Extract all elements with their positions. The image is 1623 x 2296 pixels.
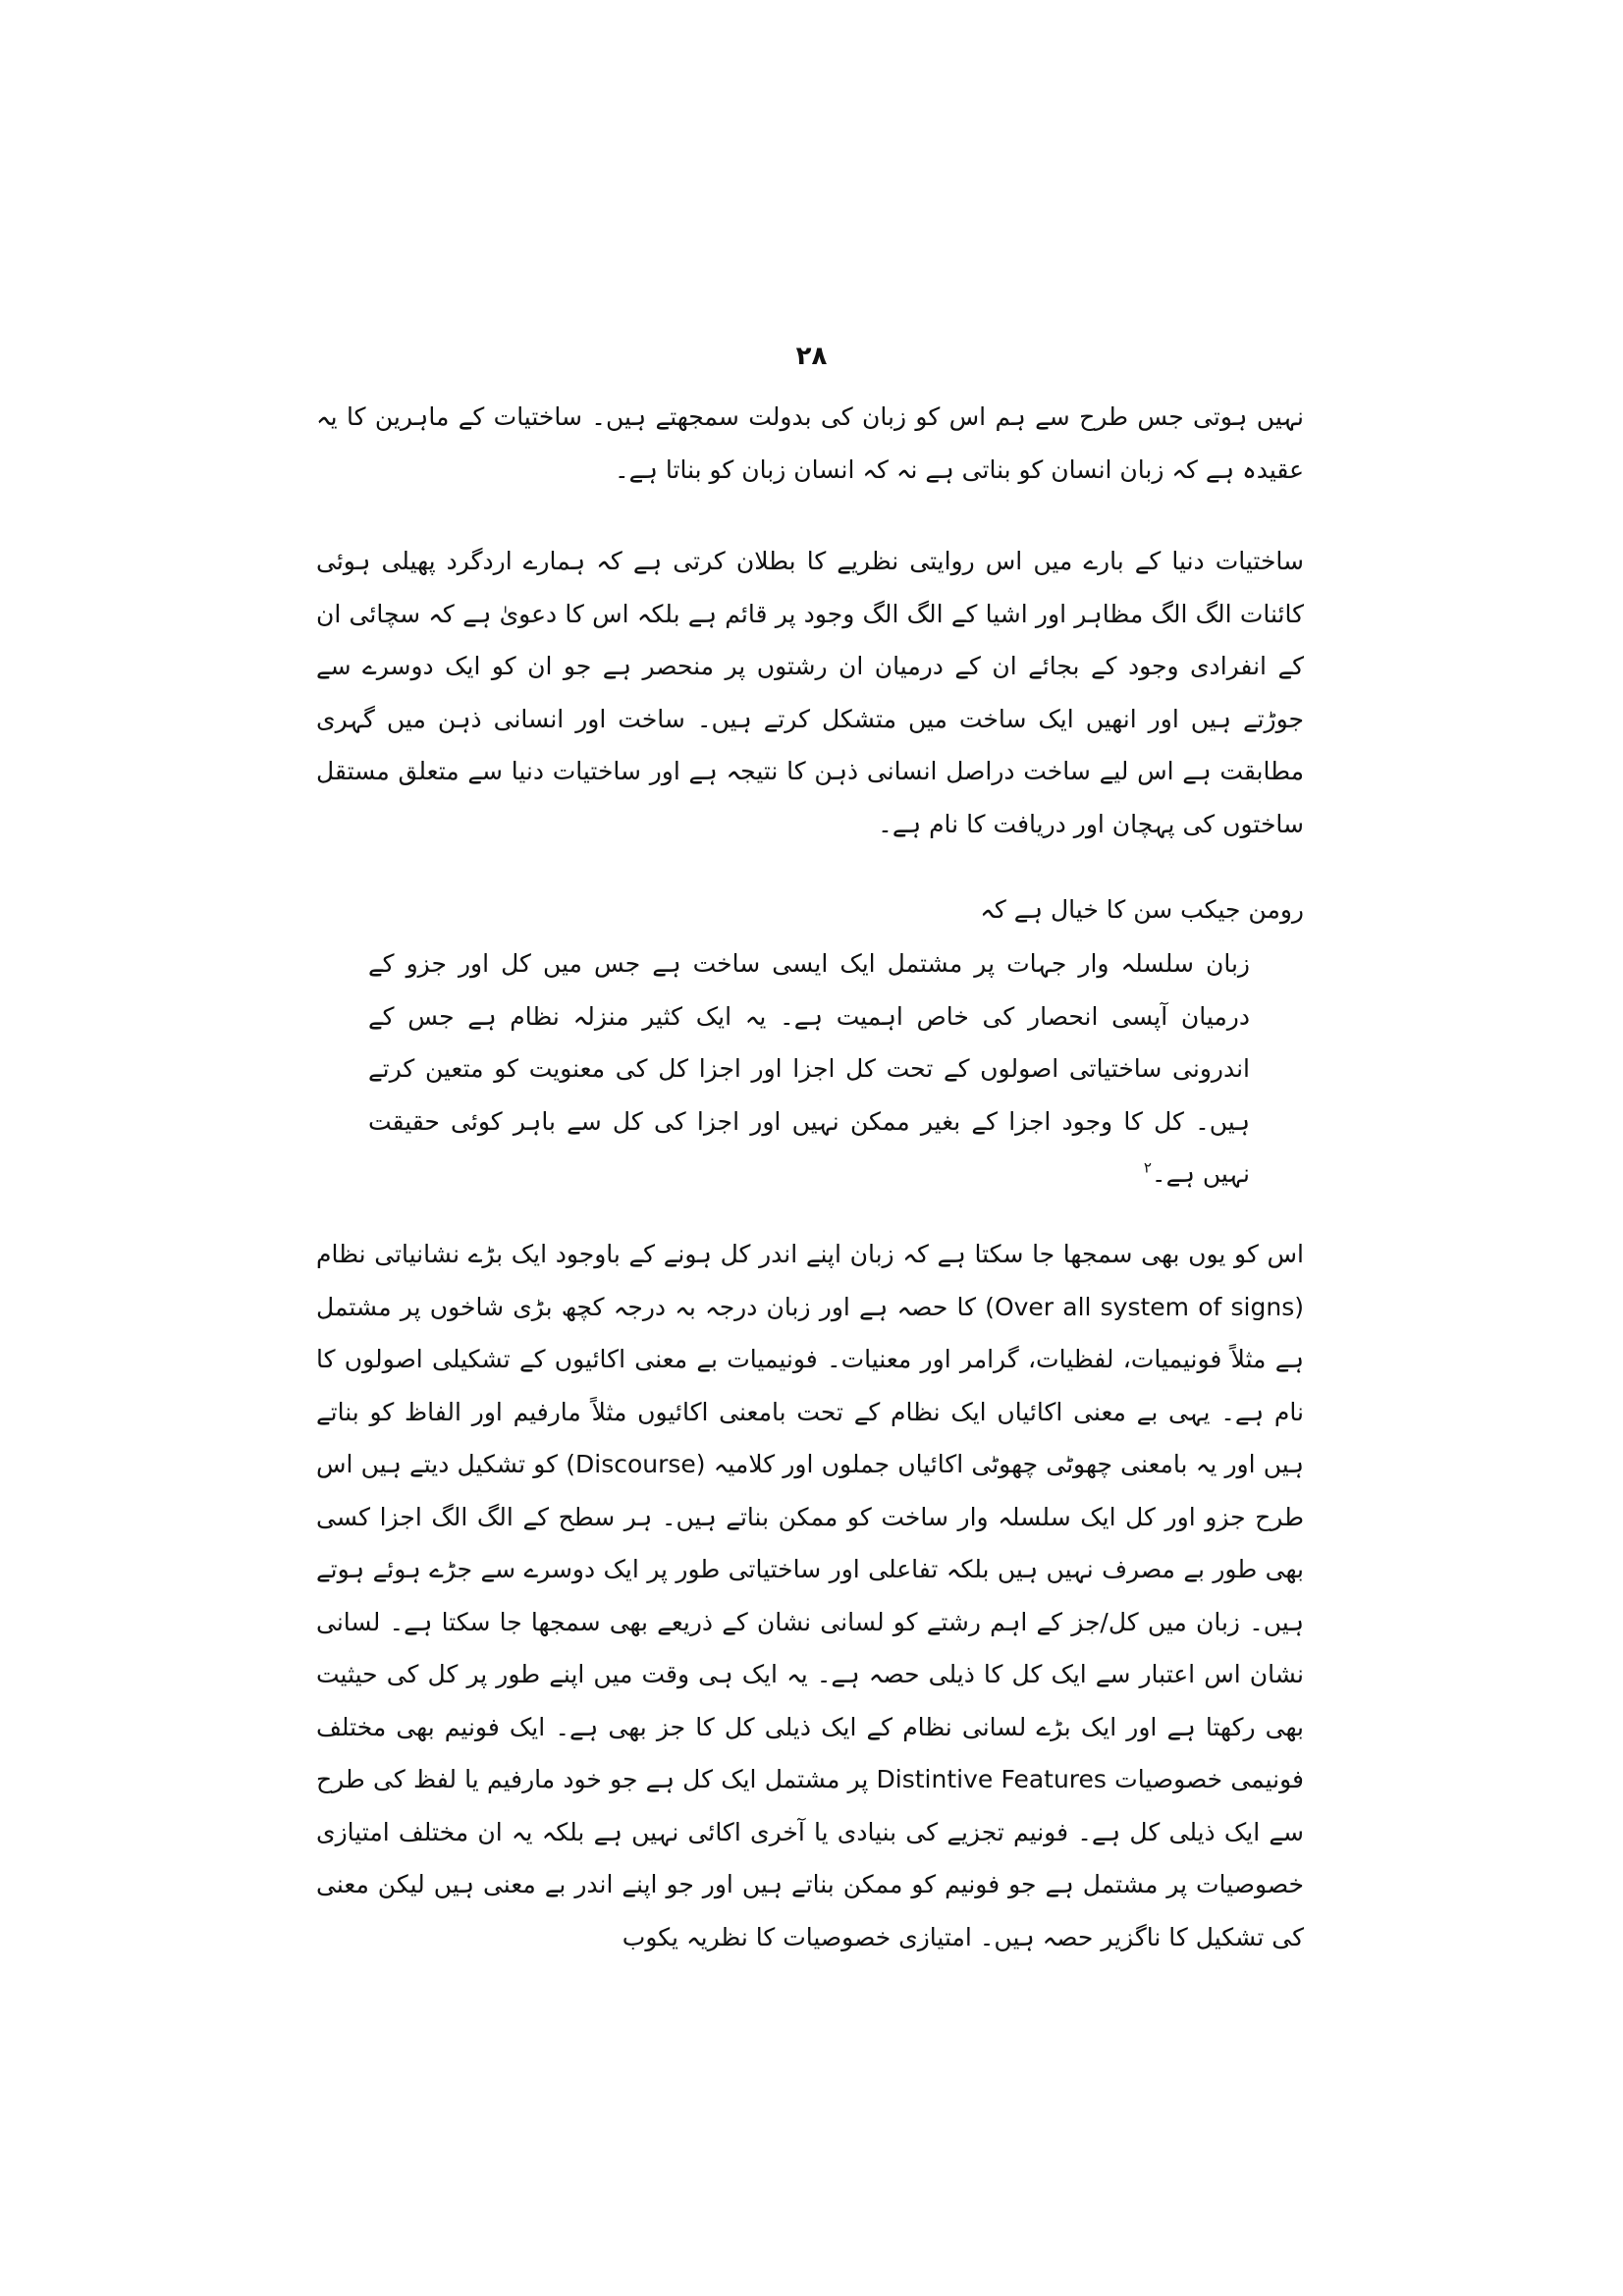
paragraph-2: ساختیات دنیا کے بارے میں اس روایتی نظریے کا بطلان کرتی ہے کہ ہمارے اردگرد پھیلی ہوئی کائنات الگ الگ مظاہر اور اشیا کے الگ الگ وجود پر قائم ہے بلکہ اس کا دعویٰ ہے کہ سچائی ان کے انفرادی وجود کے بجائے ان کے درمیان ان رشتوں پر منحصر ہے جو ان کو ایک دوسرے سے جوڑتے ہیں اور انھیں ایک ساخت میں متشکل کرتے ہیں۔ ساخت اور انسانی ذہن میں گہری مطابقت ہے اس لیے ساخت دراصل انسانی ذہن کا نتیجہ ہے اور ساختیات دنیا سے متعلق مستقل ساختوں کی پہچان اور دریافت کا نام ہے۔ bbox=[316, 547, 1304, 838]
footnote-marker: ۲ bbox=[1143, 1158, 1152, 1177]
page-number: ۲۸ bbox=[795, 342, 828, 371]
block-quote bbox=[368, 937, 1250, 1201]
paragraph-3: اس کو یوں بھی سمجھا جا سکتا ہے کہ زبان اپنے اندر کل ہونے کے باوجود ایک بڑے نشانیاتی نظام (Over all system of signs) کا حصہ ہے اور زبان درجہ بہ درجہ کچھ بڑی شاخوں پر مشتمل ہے مثلاً فونیمیات، لفظیات، گرامر اور معنیات۔ فونیمیات بے معنی اکائیوں کے تشکیلی اصولوں کا نام ہے۔ یہی بے معنی اکائیاں ایک نظام کے تحت بامعنی اکائیوں مثلاً مارفیم اور الفاظ کو بناتے ہیں اور یہ بامعنی چھوٹی چھوٹی اکائیاں جملوں اور کلامیہ (Discourse) کو تشکیل دیتے ہیں اس طرح جزو اور کل ایک سلسلہ وار ساخت کو ممکن بناتے ہیں۔ ہر سطح کے الگ الگ اجزا کسی بھی طور بے مصرف نہیں ہیں بلکہ تفاعلی اور ساختیاتی طور پر ایک دوسرے سے جڑے ہوئے ہوتے ہیں۔ زبان میں کل/جز کے اہم رشتے کو لسانی نشان کے ذریعے بھی سمجھا جا سکتا ہے۔ لسانی نشان اس اعتبار سے ایک کل کا ذیلی حصہ ہے۔ یہ ایک ہی وقت میں اپنے طور پر کل کی حیثیت بھی رکھتا ہے اور ایک بڑے لسانی نظام کے ایک ذیلی کل کا جز بھی ہے۔ ایک فونیم بھی مختلف فونیمی خصوصیات Distintive Features پر مشتمل ایک کل ہے جو خود مارفیم یا لفظ کی طرح سے ایک ذیلی کل ہے۔ فونیم تجزیے کی بنیادی یا آخری اکائی نہیں ہے بلکہ یہ ان مختلف امتیازی خصوصیات پر مشتمل ہے جو فونیم کو ممکن بناتے ہیں اور جو اپنے اندر بے معنی ہیں لیکن معنی کی تشکیل کا ناگزیر حصہ ہیں۔ امتیازی خصوصیات کا نظریہ یکوب bbox=[316, 1240, 1304, 1951]
block-quote-text: زبان سلسلہ وار جہات پر مشتمل ایک ایسی ساخت ہے جس میں کل اور جزو کے درمیان آپسی انحصار کی خاص اہمیت ہے۔ یہ ایک کثیر منزلہ نظام ہے جس کے اندرونی ساختیاتی اصولوں کے تحت کل اجزا اور اجزا کل کی معنویت کو متعین کرتے ہیں۔ کل کا وجود اجزا کے بغیر ممکن نہیں اور اجزا کی کل سے باہر کوئی حقیقت نہیں ہے۔ bbox=[368, 949, 1250, 1188]
quote-attribution: رومن جیکب سن کا خیال ہے کہ bbox=[980, 895, 1304, 924]
paragraph-1: نہیں ہوتی جس طرح سے ہم اس کو زبان کی بدولت سمجھتے ہیں۔ ساختیات کے ماہرین کا یہ عقیدہ ہے کہ زبان انسان کو بناتی ہے نہ کہ انسان زبان کو بناتا ہے۔ bbox=[316, 402, 1304, 484]
